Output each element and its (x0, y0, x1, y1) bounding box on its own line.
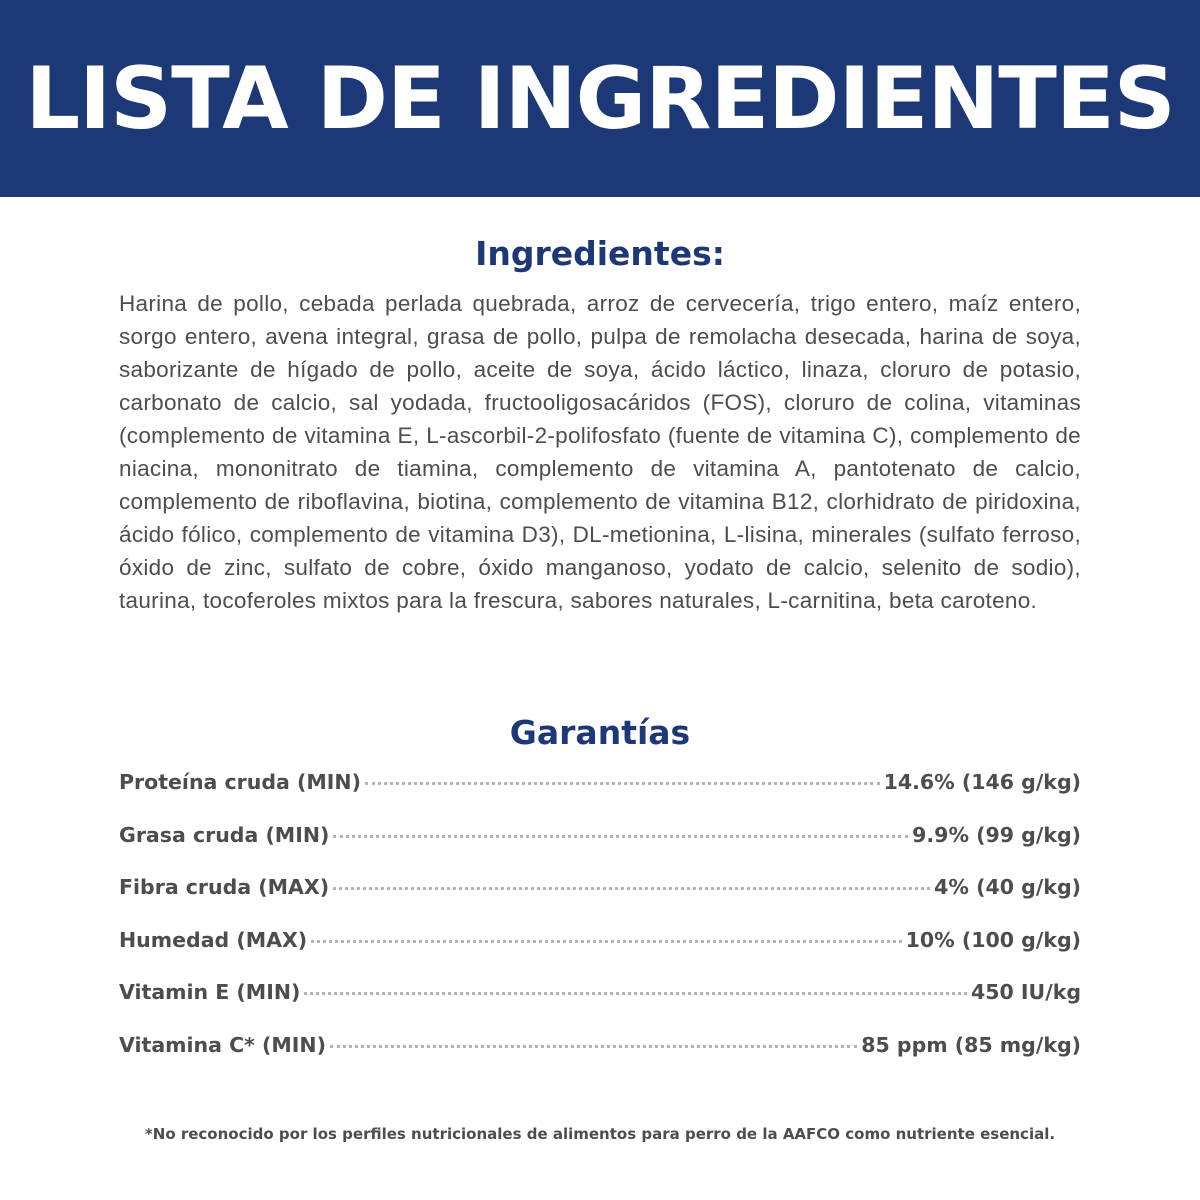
guarantee-value: 85 ppm (85 mg/kg) (861, 1032, 1081, 1057)
ingredients-heading: Ingredientes: (475, 234, 725, 273)
guarantee-label: Fibra cruda (MAX) (119, 875, 330, 899)
leader-dots (365, 782, 880, 785)
guarantees-heading: Garantías (509, 713, 691, 752)
leader-dots (333, 835, 908, 838)
guarantee-row-protein (119, 770, 1081, 823)
guarantee-value: 4% (40 g/kg) (934, 875, 1081, 899)
guarantee-label: Proteína cruda (MIN) (119, 770, 361, 794)
guarantee-value: 450 IU/kg (971, 980, 1081, 1004)
leader-dots (330, 1045, 857, 1048)
guarantee-row-fiber (119, 875, 1081, 928)
leader-dots (304, 992, 967, 995)
guarantee-row-vitamin-c (119, 1033, 1081, 1086)
guarantee-label: Grasa cruda (MIN) (119, 822, 330, 847)
title-banner (0, 0, 1200, 197)
page-title: LISTA DE INGREDIENTES (25, 48, 1175, 149)
leader-dots (333, 887, 930, 890)
footnote: *No reconocido por los perfiles nutricionales de alimentos para perro de la AAFCO como nutriente esencial. (144, 1125, 1056, 1143)
guarantee-label: Vitamin E (MIN) (119, 980, 301, 1004)
guarantee-label: Humedad (MAX) (119, 927, 308, 952)
guarantee-value: 14.6% (146 g/kg) (883, 770, 1081, 794)
guarantee-row-moisture (119, 928, 1081, 981)
guarantees-table (119, 770, 1081, 1085)
guarantee-row-fat (119, 823, 1081, 876)
guarantee-value: 9.9% (99 g/kg) (912, 822, 1081, 847)
guarantee-row-vitamin-e (119, 980, 1081, 1033)
guarantee-value: 10% (100 g/kg) (905, 927, 1081, 952)
leader-dots (311, 940, 902, 943)
guarantee-label: Vitamina C* (MIN) (119, 1032, 326, 1057)
ingredients-list-text: Harina de pollo, cebada perlada quebrada, arroz de cervecería, trigo entero, maíz entero, sorgo entero, avena integral, grasa de pollo, pulpa de remolacha desecada, harina de soya, saborizante de hígado de pollo, aceite de soya, ácido láctico, linaza, cloruro de potasio, carbonato de calcio, sal yodada, fructooligosacáridos (FOS), cloruro de colina, vitaminas (complemento de vitamina E, L-ascorbil-2-polifosfato (fuente de vitamina C), complemento de niacina, mononitrato de tiamina, complemento de vitamina A, pantotenato de calcio, complemento de riboflavina, biotina, complemento de vitamina B12, clorhidrato de piridoxina, ácido fólico, complemento de vitamina D3), DL-metionina, L-lisina, minerales (sulfato ferroso, óxido de zinc, sulfato de cobre, óxido manganoso, yodato de calcio, selenito de sodio), taurina, tocoferoles mixtos para la frescura, sabores naturales, L-carnitina, beta caroteno. (119, 291, 1081, 613)
